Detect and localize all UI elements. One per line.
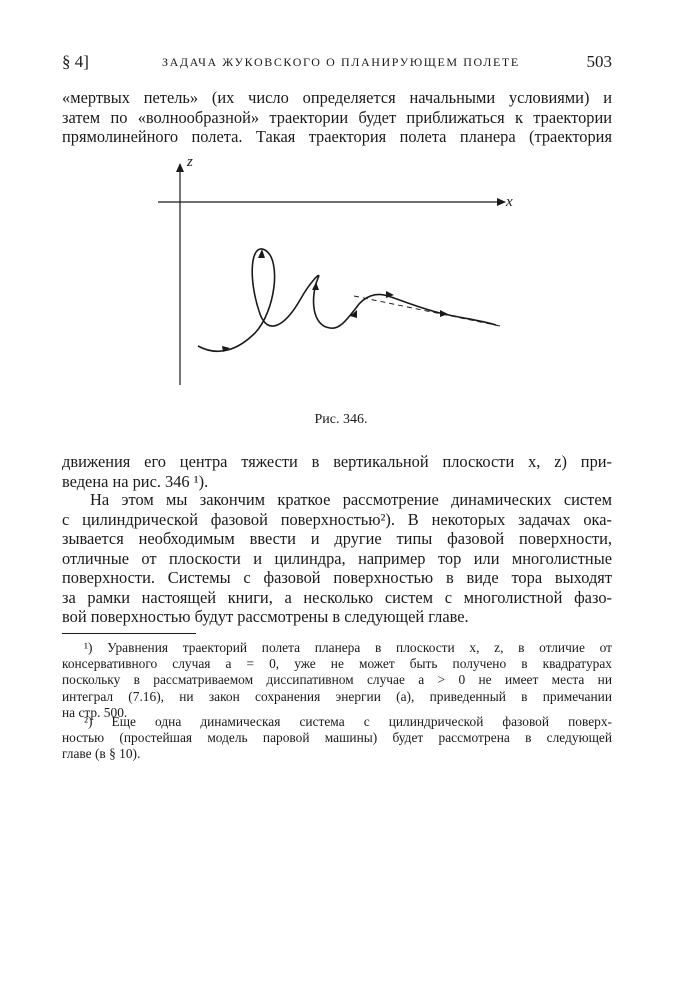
footnote-line: ностью (простейшая модель паровой машины) будет рассмотрена в следующей [62,730,612,746]
paragraph-2 [62,452,612,491]
text-line: движения его центра тяжести в вертикальной плоскости x, z) при- [62,452,612,471]
text-line: поверхности. Системы с фазовой поверхностью в виде тора выходят [62,568,612,587]
paragraph-1 [62,88,612,147]
footnote-line: главе (в § 10). [62,746,141,762]
text-line: за рамки настоящей книги, а несколько систем с многолистной фазо- [62,587,612,607]
text-line: зывается необходимым ввести и другие типы фазовой поверхности, [62,529,612,548]
text-line: прямолинейного полета. Такая траектория полета планера (траектория [62,127,612,146]
footnote-line: поскольку в рассматриваемом диссипативном случае a > 0 не имеет места ни [62,672,612,688]
direction-arrow [312,282,319,290]
text-line: ведена на рис. 346 ¹). [62,471,209,491]
glider-trajectory [198,249,496,351]
direction-arrow [440,310,448,317]
page-header [62,50,612,74]
text-line: На этом мы закончим краткое рассмотрение динамических систем [90,490,612,509]
text-line: с цилиндрической фазовой поверхностью²). В некоторых задачах ока- [62,509,612,529]
figure-caption: Рис. 346. [314,412,368,427]
footnote-2 [62,714,612,763]
page-number: 503 [586,52,612,71]
z-axis-label: z [187,154,193,170]
text-line: отличные от плоскости и цилиндра, например тор или многолистные [62,548,612,568]
footnote-line: ¹) Уравнения траекторий полета планера в плоскости x, z, в отличие от [84,640,612,655]
paragraph-3 [62,490,612,627]
footnote-separator [62,633,196,634]
trajectory-figure [150,150,530,410]
text-line: затем по «волнообразной» траектории будет приближаться к траектории [62,107,612,127]
footnote-line: интеграл (7.16), ни закон сохранения энергии (a), приведенный в примечании [62,688,612,704]
section-mark: § 4] [62,52,89,71]
footnote-line: ²) Еще одна динамическая система с цилиндрической фазовой поверх- [84,714,612,729]
footnote-line: консервативного случая a = 0, уже не может быть получено в квадратурах [62,656,612,672]
text-line: «мертвых петель» (их число определяется начальными условиями) и [62,88,612,107]
footnote-1 [62,640,612,721]
running-title: ЗАДАЧА ЖУКОВСКОГО О ПЛАНИРУЮЩЕМ ПОЛЕТЕ [162,55,520,69]
text-line: вой поверхностью будут рассмотрены в следующей главе. [62,607,469,626]
x-axis-label: x [506,194,513,210]
footnote-line: на стр. 500. [62,704,128,720]
